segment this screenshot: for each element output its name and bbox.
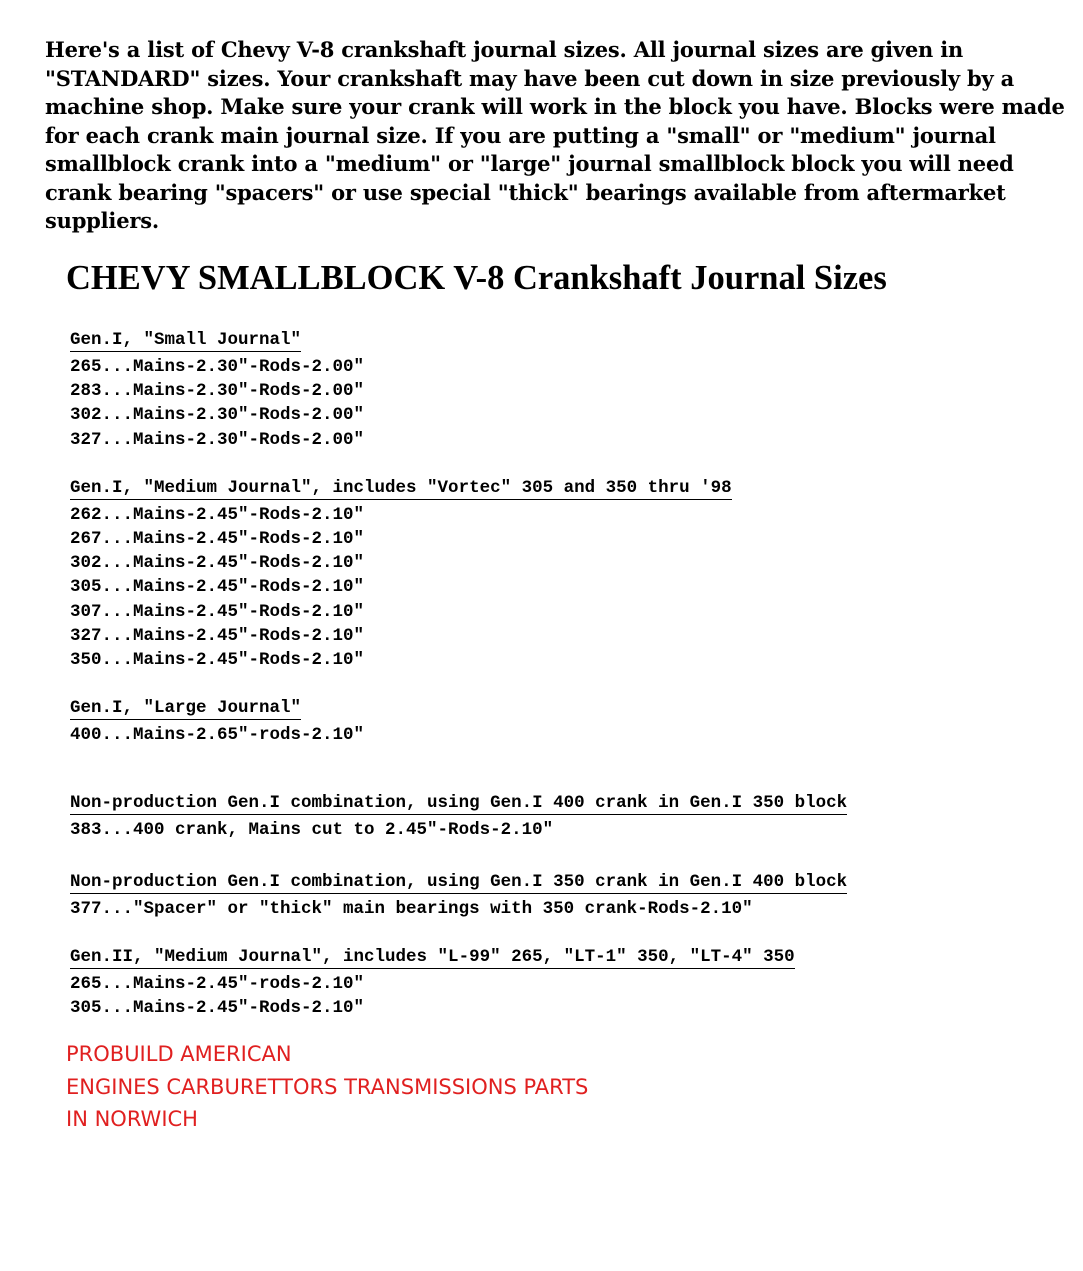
page-title: CHEVY SMALLBLOCK V-8 Crankshaft Journal Sizes [66,259,887,297]
section-heading: Gen.I, "Medium Journal", includes "Vortec" 305 and 350 thru '98 [70,477,732,498]
spec-line: 350...Mains-2.45"-Rods-2.10" [70,650,365,671]
spec-line: 262...Mains-2.45"-Rods-2.10" [70,504,365,525]
section-gen1-large-journal [70,696,1060,747]
spec-line: 267...Mains-2.45"-Rods-2.10" [70,529,365,550]
intro-paragraph: Here's a list of Chevy V-8 crankshaft journal sizes. All journal sizes are given in "STANDARD" sizes. Your crankshaft may have been cut down in size previously by a machine shop. Make sure your crank will work in the block you have. Blocks were made for each crank main journal size. If you are putting a "small" or "medium" journal smallblock crank into a "medium" or "large" journal smallblock block you will need crank bearing "spacers" or use special "thick" bearings available from aftermarket suppliers. [45,37,1065,233]
section-heading: Non-production Gen.I combination, using Gen.I 400 crank in Gen.I 350 block [70,793,848,814]
section-gen1-small-journal [70,328,1060,452]
spec-line: 327...Mains-2.45"-Rods-2.10" [70,625,365,646]
footer-line-1: PROBUILD AMERICAN [66,1042,292,1066]
footer-line-2: ENGINES CARBURETTORS TRANSMISSIONS PARTS [66,1074,589,1099]
spec-line: 400...Mains-2.65"-rods-2.10" [70,725,365,746]
section-heading: Gen.II, "Medium Journal", includes "L-99" 265, "LT-1" 350, "LT-4" 350 [70,946,795,967]
spec-line: 327...Mains-2.30"-Rods-2.00" [70,429,365,450]
section-nonprod-377 [70,870,1060,921]
journal-sections [70,328,1060,1020]
dealer-footer [66,1038,588,1136]
section-nonprod-383 [70,791,1060,842]
section-heading: Non-production Gen.I combination, using Gen.I 350 crank in Gen.I 400 block [70,871,848,892]
spec-line: 302...Mains-2.30"-Rods-2.00" [70,405,365,426]
section-heading: Gen.I, "Large Journal" [70,698,302,719]
spec-line: 283...Mains-2.30"-Rods-2.00" [70,381,365,402]
section-gen2-medium-journal [70,945,1060,1020]
spec-line: 305...Mains-2.45"-Rods-2.10" [70,998,365,1019]
spec-line: 265...Mains-2.45"-rods-2.10" [70,973,365,994]
spec-line: 265...Mains-2.30"-Rods-2.00" [70,357,365,377]
section-heading: Gen.I, "Small Journal" [70,330,302,350]
spec-line: 307...Mains-2.45"-Rods-2.10" [70,601,365,622]
spec-line: 377..."Spacer" or "thick" main bearings with 350 crank-Rods-2.10" [70,898,753,919]
spec-line: 302...Mains-2.45"-Rods-2.10" [70,553,365,574]
spec-line: 383...400 crank, Mains cut to 2.45"-Rods-2.10" [70,820,554,841]
section-gen1-medium-journal [70,476,1060,672]
footer-line-3: IN NORWICH [66,1107,198,1131]
spec-line: 305...Mains-2.45"-Rods-2.10" [70,577,365,598]
